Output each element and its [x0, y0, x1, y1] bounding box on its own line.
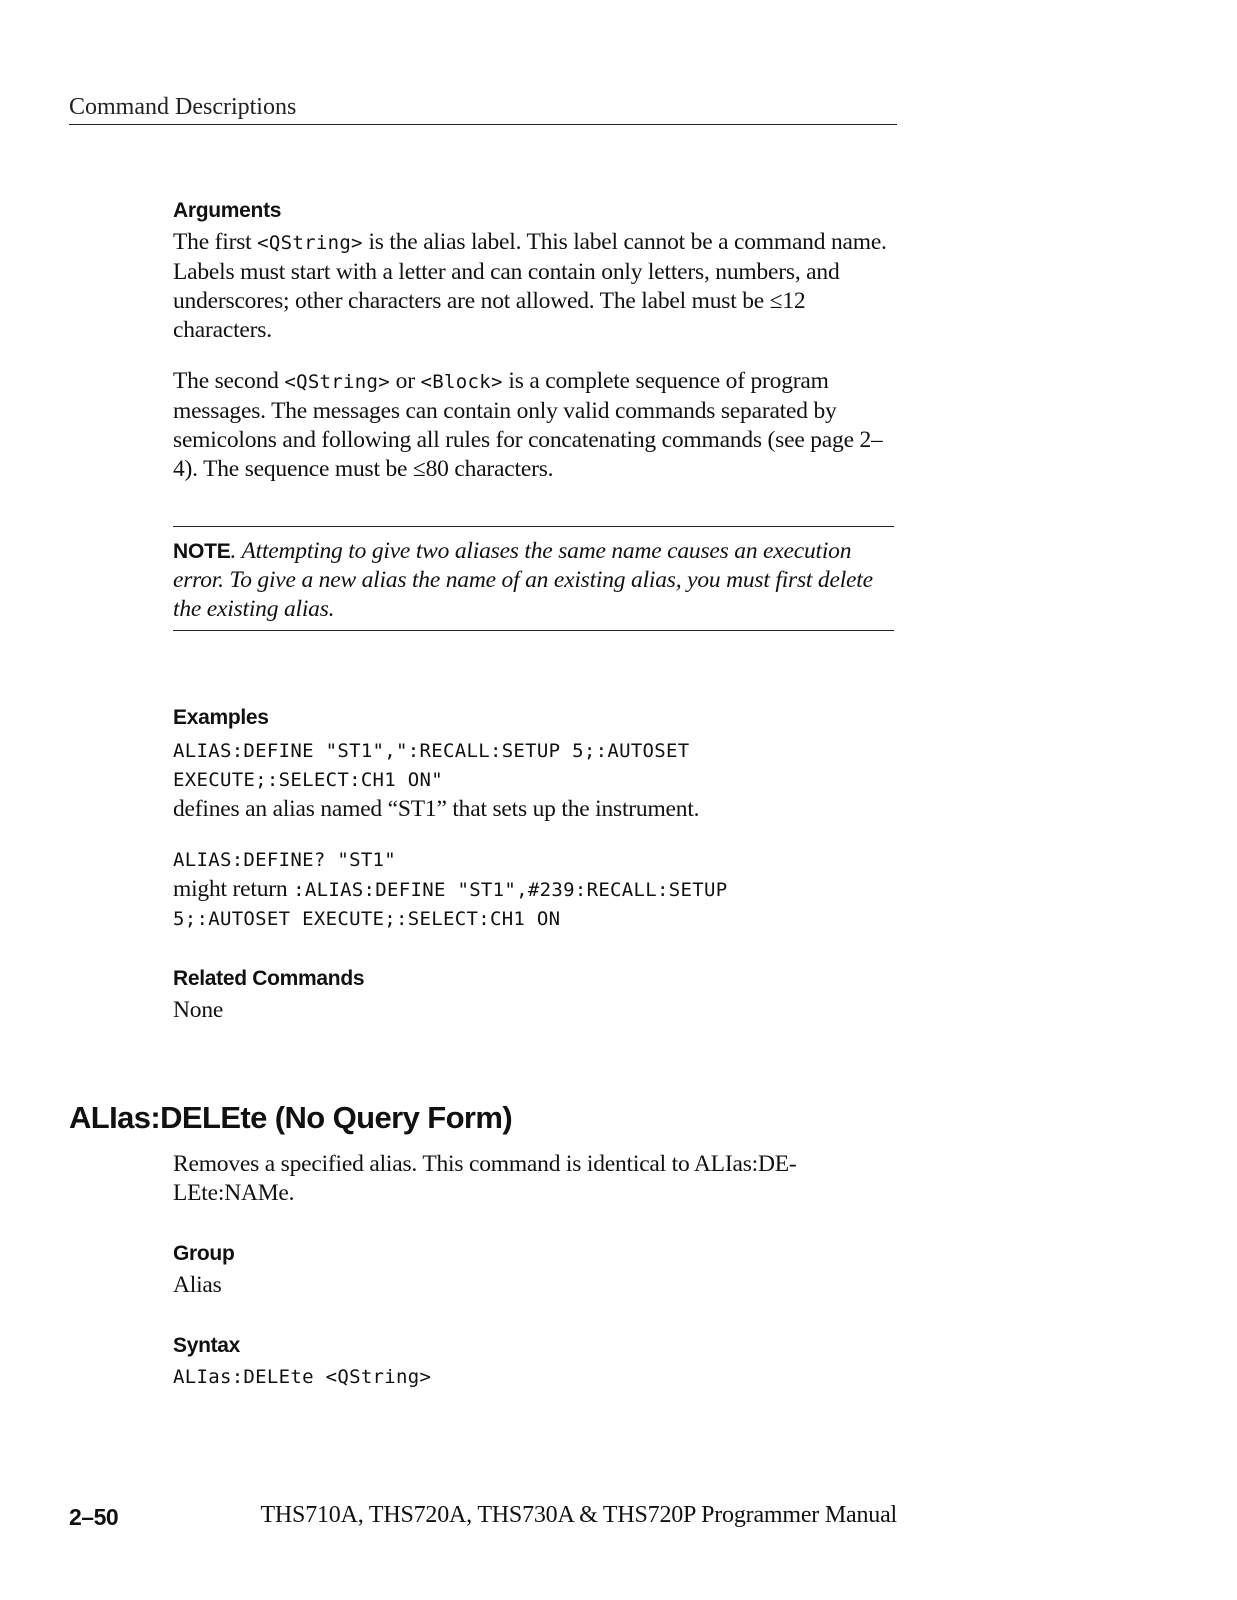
arguments-p2-code-1: <QString>: [284, 371, 390, 393]
arguments-p2-text-a: The second: [173, 368, 285, 394]
arguments-p2-code-2: <Block>: [420, 371, 503, 393]
group-heading: Group: [173, 1242, 235, 1265]
arguments-p1-code: <QString>: [257, 232, 363, 254]
arguments-paragraph-2: [173, 367, 898, 484]
example-2-return-code-1: :ALIAS:DEFINE "ST1",#239:RECALL:SETUP: [293, 879, 728, 901]
note-label: NOTE: [173, 540, 231, 563]
arguments-p1-text-a: The first: [173, 229, 258, 255]
syntax-value: ALIas:DELEte <QString>: [173, 1366, 432, 1388]
main-content: [173, 198, 898, 1025]
section-description-line-1: Removes a specified alias. This command is identical to ALIas:DE-: [173, 1151, 797, 1177]
arguments-p2-text-c: is a complete sequence of program messages. The messages can contain only valid commands separated by semicolons and following all rules for concatenating commands (see page 2–4). The sequence must be ≤80 characters.: [173, 368, 883, 482]
arguments-p2-text-b: or: [390, 368, 421, 394]
section-description-line-2: LEte:NAMe.: [173, 1180, 295, 1206]
example-2-code-line-1: ALIAS:DEFINE? "ST1": [173, 849, 397, 871]
group-value: Alias: [173, 1272, 222, 1298]
related-commands-value: None: [173, 997, 224, 1023]
arguments-p1-text-b: is the alias label. This label cannot be a command name. Labels must start with a letter and can contain only letters, numbers, and underscores; other characters are not allowed. The label must be ≤12 characters.: [173, 229, 887, 343]
example-1-code-line-2: EXECUTE;:SELECT:CH1 ON": [173, 769, 443, 791]
footer-manual-title: THS710A, THS720A, THS730A & THS720P Programmer Manual: [260, 1502, 897, 1528]
related-commands-heading: Related Commands: [173, 967, 365, 990]
example-1-description: defines an alias named “ST1” that sets up the instrument.: [173, 796, 700, 822]
running-header-title: Command Descriptions: [69, 94, 297, 120]
section-content: [173, 1150, 898, 1392]
syntax-heading: Syntax: [173, 1334, 241, 1357]
note-body: . Attempting to give two aliases the same name causes an execution error. To give a new alias the name of an existing alias, you must first delete the existing alias.: [173, 538, 873, 622]
example-2-return-line: [173, 875, 898, 905]
footer-page-number: 2–50: [69, 1504, 119, 1530]
example-2-prefix: might return: [173, 876, 294, 902]
arguments-heading: Arguments: [173, 199, 282, 222]
section-title: ALIas:DELEte (No Query Form): [69, 1100, 513, 1135]
arguments-paragraph-1: [173, 228, 898, 345]
note-box: [173, 526, 894, 631]
note-text: [173, 537, 894, 624]
example-2-return-code-2: 5;:AUTOSET EXECUTE;:SELECT:CH1 ON: [173, 908, 561, 930]
running-header: [69, 92, 897, 125]
example-1-code-line-1: ALIAS:DEFINE "ST1",":RECALL:SETUP 5;:AUTOSET: [173, 740, 690, 762]
examples-heading: Examples: [173, 706, 269, 729]
